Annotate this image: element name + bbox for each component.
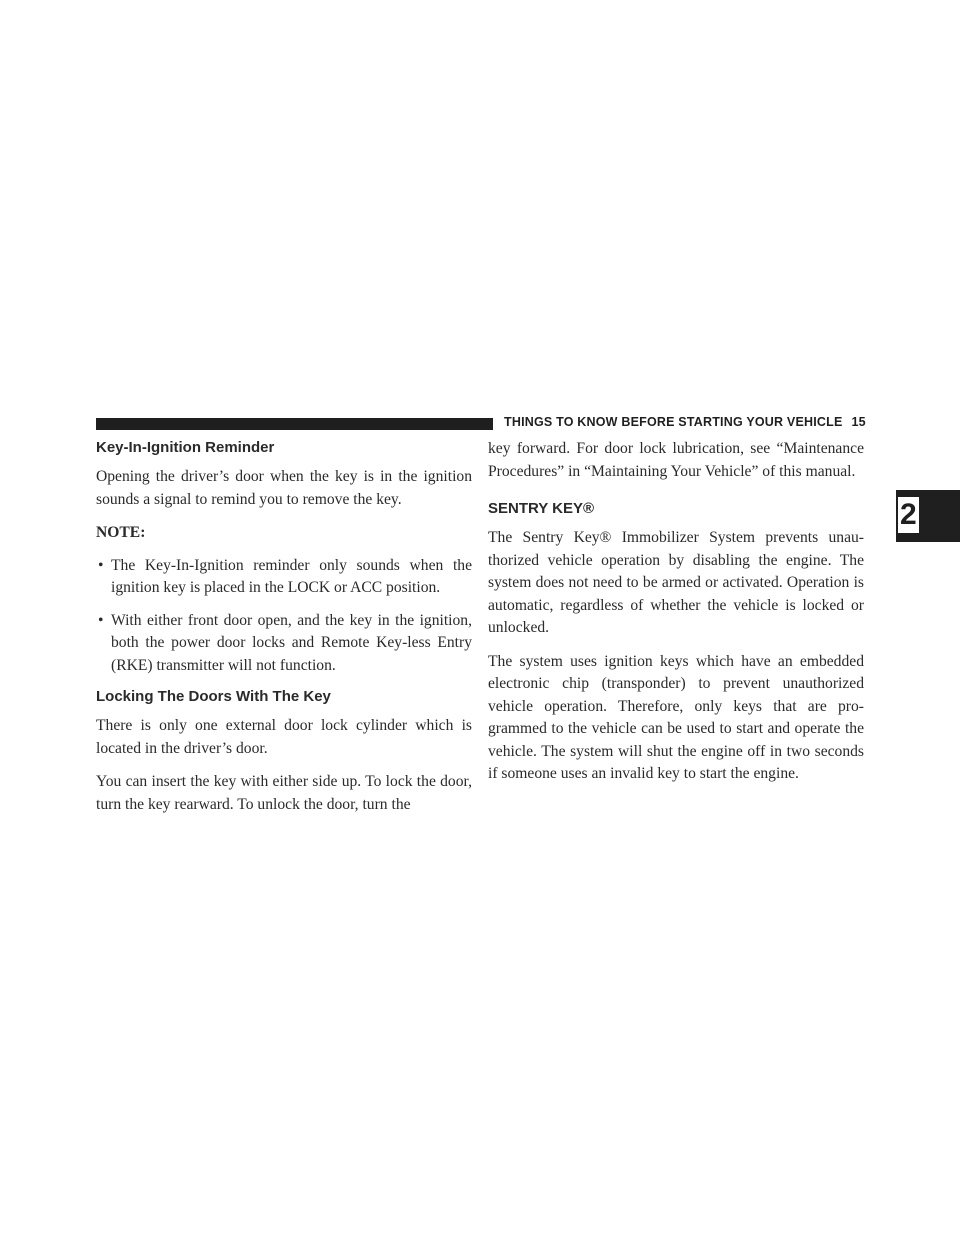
running-header [504, 415, 864, 429]
heading-key-in-ignition: Key-In-Ignition Reminder [96, 439, 275, 456]
note-label: NOTE: [96, 524, 146, 541]
bullet-icon: • [98, 556, 104, 574]
paragraph: You can insert the key with either side up. To lock the door, turn the key rearward. To unlock the door, turn the [96, 773, 472, 813]
chapter-number: 2 [900, 498, 917, 531]
heading-locking-doors: Locking The Doors With The Key [96, 688, 331, 705]
header-rule [96, 418, 493, 430]
right-column [488, 438, 864, 797]
paragraph: The system uses ignition keys which have an embedded electronic chip (transponder) to prevent unauthorized vehicle operation. Therefore, only keys that are pro-grammed to the vehicle can be used to start and operate the vehicle. The system will shut the engine off in two seconds if someone uses an invalid key to start the engine. [488, 652, 864, 782]
header-title: THINGS TO KNOW BEFORE STARTING YOUR VEHICLE [504, 415, 843, 429]
page-number: 15 [851, 415, 866, 429]
note-list [96, 555, 472, 678]
paragraph: There is only one external door lock cylinder which is located in the driver’s door. [96, 717, 472, 757]
list-item [96, 610, 472, 678]
bullet-icon: • [98, 611, 104, 629]
paragraph-continuation: key forward. For door lock lubrication, see “Maintenance Procedures” in “Maintaining Your Vehicle” of this manual. [488, 440, 864, 480]
list-item-text: With either front door open, and the key in the ignition, both the power door locks and Remote Key-less Entry (RKE) transmitter will not function. [111, 611, 472, 674]
paragraph: The Sentry Key® Immobilizer System prevents unau-thorized vehicle operation by disabling the engine. The system does not need to be armed or activated. Operation is automatic, regardless of whether the vehicle is locked or unlocked. [488, 529, 864, 636]
paragraph: Opening the driver’s door when the key is in the ignition sounds a signal to remind you to remove the key. [96, 468, 472, 508]
list-item-text: The Key-In-Ignition reminder only sounds when the ignition key is placed in the LOCK or ACC position. [111, 556, 472, 596]
left-column [96, 438, 472, 827]
list-item [96, 555, 472, 600]
heading-sentry-key: SENTRY KEY® [488, 500, 595, 517]
